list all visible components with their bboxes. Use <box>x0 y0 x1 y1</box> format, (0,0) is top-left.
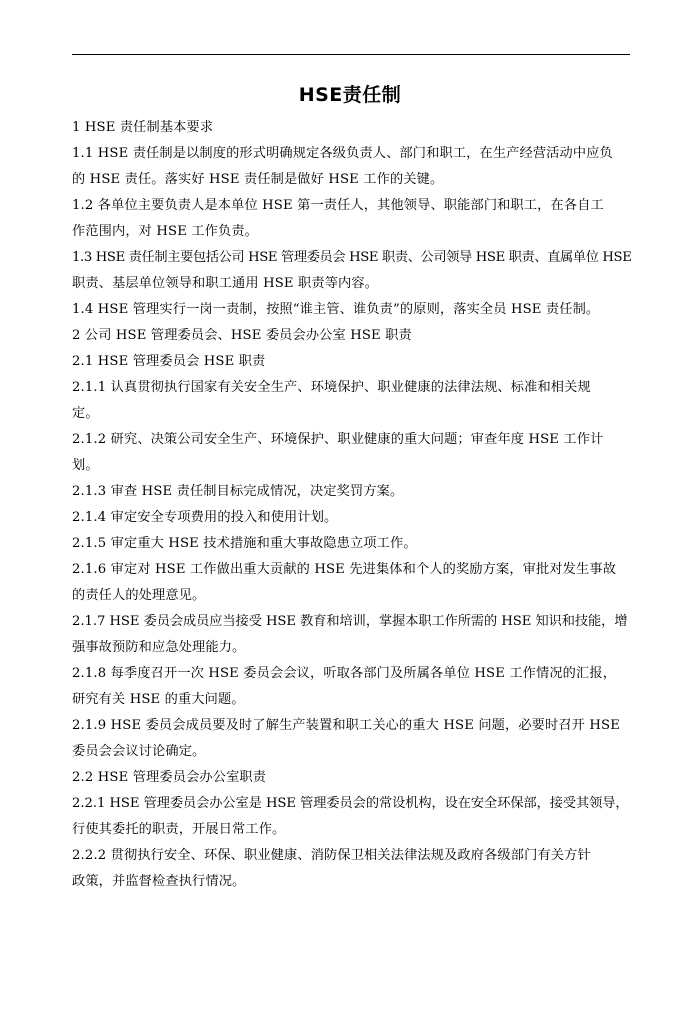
text-line: 定。 <box>72 406 99 421</box>
text-line: 1.1 HSE 责任制是以制度的形式明确规定各级负责人、部门和职工，在生产经营活动中应负 <box>72 146 613 161</box>
text-line: 政策，并监督检查执行情况。 <box>72 874 246 889</box>
text-line: 2.1.1 认真贯彻执行国家有关安全生产、环境保护、职业健康的法律法规、标准和相关规 <box>72 380 591 395</box>
text-line: 行使其委托的职责，开展日常工作。 <box>72 822 286 837</box>
text-line: 划。 <box>72 458 99 473</box>
text-line: 的责任人的处理意见。 <box>72 588 206 603</box>
text-line: 2.1.6 审定对 HSE 工作做出重大贡献的 HSE 先进集体和个人的奖励方案，审批对发生事故 <box>72 562 617 577</box>
document-body <box>72 115 632 895</box>
text-line: 2.1.9 HSE 委员会成员要及时了解生产装置和职工关心的重大 HSE 问题，必要时召开 HSE <box>72 718 620 733</box>
text-line: 1.3 HSE 责任制主要包括公司 HSE 管理委员会 HSE 职责、公司领导 HSE 职责、直属单位 HSE <box>72 250 632 265</box>
text-line: 职责、基层单位领导和职工通用 HSE 职责等内容。 <box>72 276 379 291</box>
text-line: 2.1.4 审定安全专项费用的投入和使用计划。 <box>72 510 338 525</box>
text-line: 2.1.5 审定重大 HSE 技术措施和重大事故隐患立项工作。 <box>72 536 417 551</box>
text-line: 研究有关 HSE 的重大问题。 <box>72 692 245 707</box>
text-line: 1.2 各单位主要负责人是本单位 HSE 第一责任人，其他领导、职能部门和职工，在各自工 <box>72 198 604 213</box>
text-line: 2.2 HSE 管理委员会办公室职责 <box>72 770 267 785</box>
text-line: 委员会会议讨论确定。 <box>72 744 206 759</box>
text-line: 2.1.7 HSE 委员会成员应当接受 HSE 教育和培训，掌握本职工作所需的 HSE 知识和技能，增 <box>72 614 628 629</box>
text-line: 2.1.8 每季度召开一次 HSE 委员会会议，听取各部门及所属各单位 HSE 工作情况的汇报， <box>72 666 617 681</box>
text-line: 1.4 HSE 管理实行一岗一责制，按照“谁主管、谁负责”的原则，落实全员 HSE 责任制。 <box>72 302 600 317</box>
text-line: 的 HSE 责任。落实好 HSE 责任制是做好 HSE 工作的关键。 <box>72 172 444 187</box>
text-line: 强事故预防和应急处理能力。 <box>72 640 246 655</box>
document-title: HSE责任制 <box>298 84 402 106</box>
text-line: 2.1.2 研究、决策公司安全生产、环境保护、职业健康的重大问题；审查年度 HSE 工作计 <box>72 432 604 447</box>
text-line: 2.1.3 审查 HSE 责任制目标完成情况，决定奖罚方案。 <box>72 484 404 499</box>
text-line: 2 公司 HSE 管理委员会、HSE 委员会办公室 HSE 职责 <box>72 328 412 343</box>
text-line: 1 HSE 责任制基本要求 <box>72 120 214 135</box>
text-line: 2.2.2 贯彻执行安全、环保、职业健康、消防保卫相关法律法规及政府各级部门有关方针 <box>72 848 591 863</box>
text-line: 2.2.1 HSE 管理委员会办公室是 HSE 管理委员会的常设机构，设在安全环保部，接受其领导， <box>72 796 629 811</box>
text-line: 作范围内，对 HSE 工作负责。 <box>72 224 259 239</box>
header-rule <box>72 54 630 55</box>
text-line: 2.1 HSE 管理委员会 HSE 职责 <box>72 354 266 369</box>
